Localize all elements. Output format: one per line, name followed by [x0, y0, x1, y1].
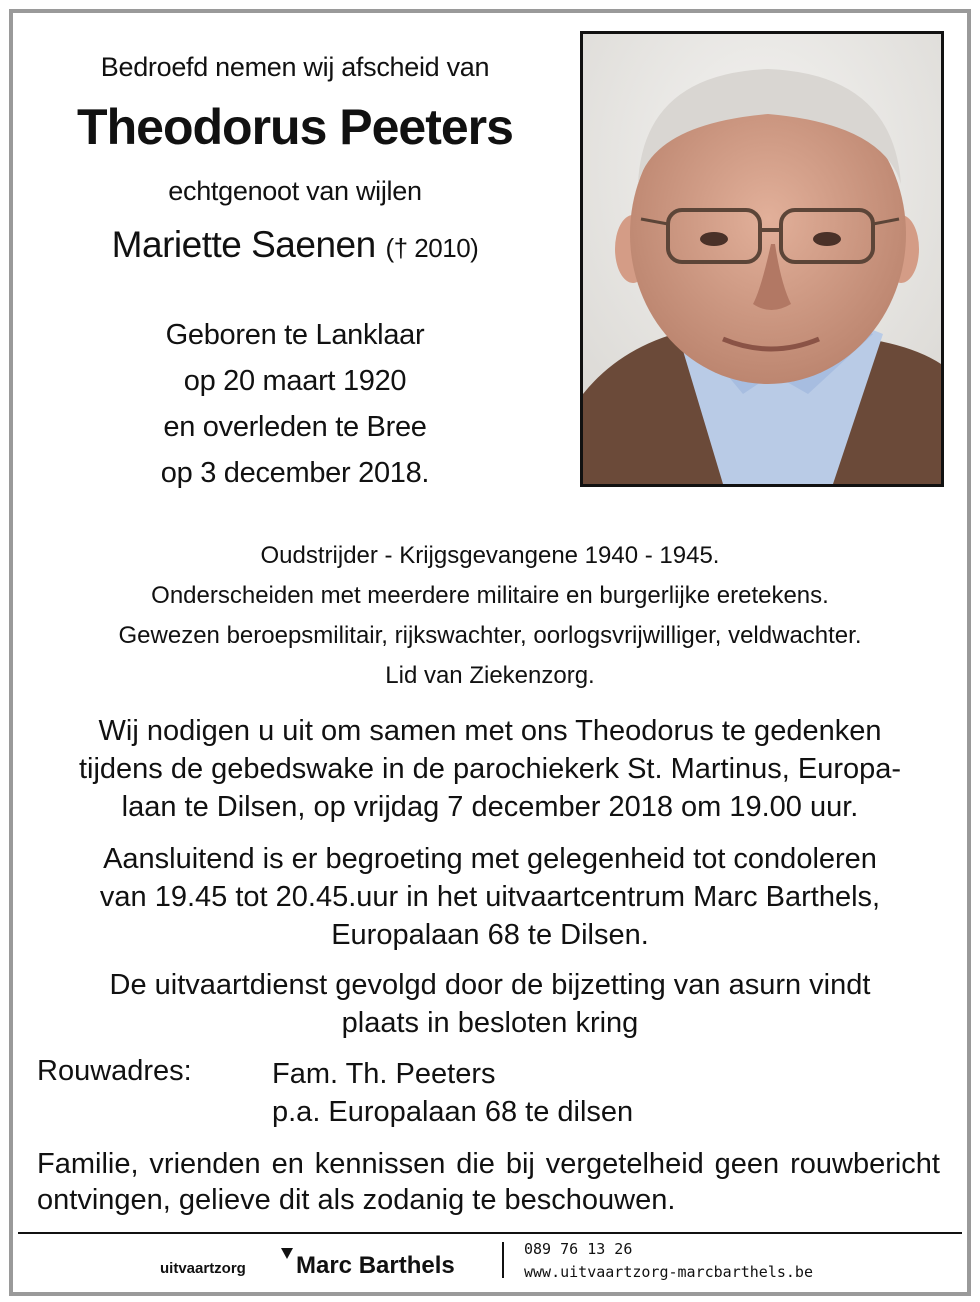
- service-line: De uitvaartdienst gevolgd door de bijzetting van asurn vindt: [109, 969, 871, 1001]
- address-label: Rouwadres:: [37, 1055, 192, 1087]
- service-line: plaats in besloten kring: [341, 1007, 639, 1039]
- family-note: Familie, vrienden en kennissen die bij vergetelheid geen rouwbericht ontvingen, gelieve dit als zodanig te beschouwen.: [37, 1148, 940, 1216]
- brand-name: Marc Barthels: [296, 1252, 455, 1279]
- invitation-line: Wij nodigen u uit om samen met ons Theodorus te gedenken: [98, 715, 882, 747]
- invitation-paragraph: [30, 712, 950, 826]
- bio-line: Oudstrijder - Krijgsgevangene 1940 - 1945.: [260, 542, 720, 569]
- address-line: Fam. Th. Peeters: [272, 1058, 496, 1090]
- brand-small-text: uitvaartzorg: [160, 1260, 246, 1277]
- intro-text: Bedroefd nemen wij afscheid van: [100, 52, 490, 82]
- spouse-line: [40, 224, 550, 266]
- bio-line: Gewezen beroepsmilitair, rijkswachter, oorlogsvrijwilliger, veldwachter.: [118, 622, 862, 649]
- triangle-icon: [281, 1248, 293, 1259]
- contact-info: [524, 1238, 813, 1284]
- dates-line: Geboren te Lanklaar: [165, 319, 425, 351]
- address-line: p.a. Europalaan 68 te dilsen: [272, 1096, 634, 1128]
- biography: [20, 536, 960, 696]
- spouse-label: echtgenoot van wijlen: [168, 176, 422, 206]
- life-dates: [40, 312, 550, 496]
- dates-line: en overleden te Bree: [163, 411, 427, 443]
- reception-paragraph: [30, 840, 950, 954]
- dates-line: op 20 maart 1920: [183, 365, 407, 397]
- phone-number: 089 76 13 26: [524, 1240, 633, 1258]
- footer-separator: [502, 1242, 504, 1278]
- invitation-line: tijdens de gebedswake in de parochiekerk St. Martinus, Europa-: [78, 753, 902, 785]
- portrait-photo: [580, 31, 944, 487]
- reception-line: Europalaan 68 te Dilsen.: [331, 919, 649, 951]
- spouse-name: Mariette Saenen: [111, 224, 376, 265]
- reception-line: Aansluitend is er begroeting met gelegenheid tot condoleren: [103, 843, 877, 875]
- service-paragraph: [30, 966, 950, 1042]
- footer-divider: [18, 1232, 962, 1234]
- dates-line: op 3 december 2018.: [160, 457, 430, 489]
- invitation-line: laan te Dilsen, op vrijdag 7 december 2018 om 19.00 uur.: [121, 791, 859, 823]
- deceased-name: Theodorus Peeters: [77, 99, 513, 155]
- spouse-death: († 2010): [385, 233, 479, 263]
- bio-line: Lid van Ziekenzorg.: [385, 662, 595, 689]
- reception-line: van 19.45 tot 20.45.uur in het uitvaartcentrum Marc Barthels,: [99, 881, 881, 913]
- address-block: [272, 1055, 633, 1131]
- website-link[interactable]: www.uitvaartzorg-marcbarthels.be: [524, 1263, 813, 1281]
- bio-line: Onderscheiden met meerdere militaire en burgerlijke eretekens.: [151, 582, 829, 609]
